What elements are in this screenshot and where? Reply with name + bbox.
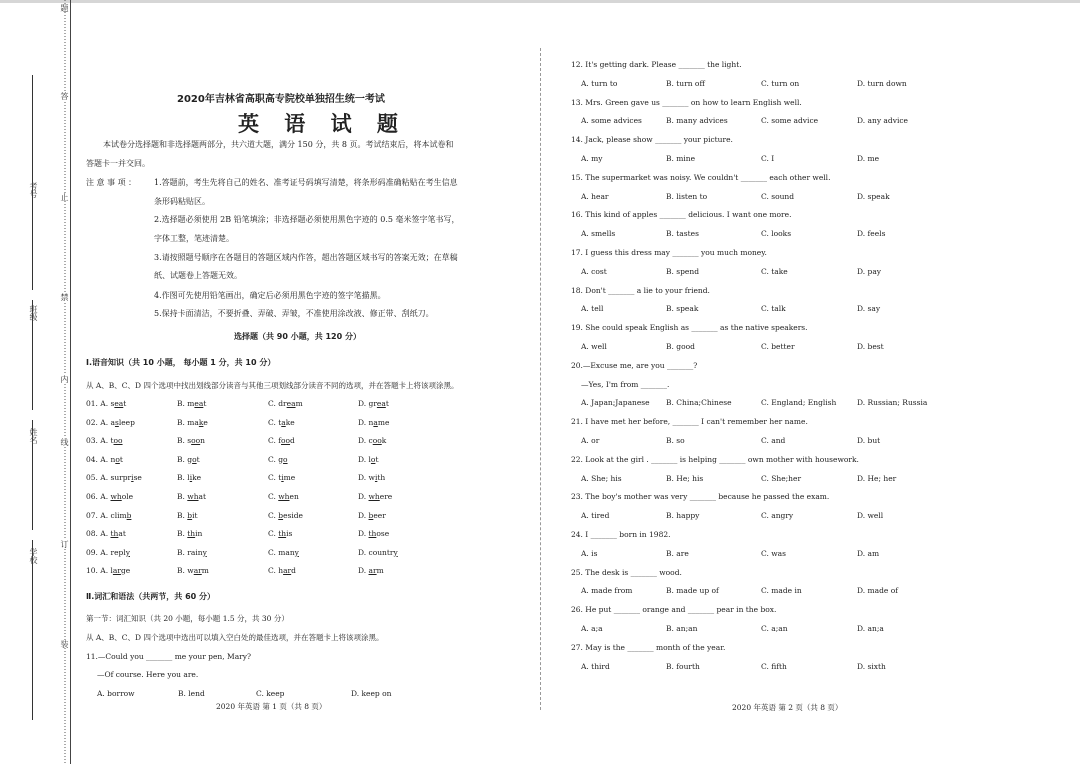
cut-char: 题 xyxy=(60,4,69,12)
intro-line: 答题卡一并交回。 xyxy=(86,159,150,168)
option-c: C. a;an xyxy=(761,624,788,633)
phonetic-option: 06. A. whole xyxy=(86,492,134,501)
question-27: 27. May is the _______ month of the year. xyxy=(571,642,726,652)
phonetic-option: C. beside xyxy=(268,510,303,520)
option-c: C. angry xyxy=(761,511,794,521)
option-b: B. happy xyxy=(666,511,700,521)
option-a: A. tired xyxy=(581,511,610,521)
phonetic-option: 01. A. seat xyxy=(86,399,127,408)
phonetic-option: 10. A. large xyxy=(86,566,131,576)
option-a: A. cost xyxy=(581,266,607,276)
option-b: B. spend xyxy=(666,266,699,276)
option-b: B. China;Chinese xyxy=(666,398,732,408)
option-d: D. He; her xyxy=(857,473,897,483)
option-c: C. She;her xyxy=(761,473,802,483)
part1-instruction: 从 A、B、C、D 四个选项中找出划线部分读音与其他三项划线部分读音不同的选项，并在答题卡上将该项涂黑。 xyxy=(86,381,459,390)
part2-instruction: 从 A、B、C、D 四个选项中选出可以填入空白处的最佳选项，并在答题卡上将该项涂黑。 xyxy=(86,633,384,642)
phonetic-option: 05. A. surprise xyxy=(86,473,142,483)
option-a: A. turn to xyxy=(581,78,618,88)
phonetic-option: C. many xyxy=(268,547,299,557)
question-12: 12. It's getting dark. Please _______ the light. xyxy=(571,60,742,69)
question-24: 24. I _______ born in 1982. xyxy=(571,530,671,539)
question-15: 15. The supermarket was noisy. We couldn't _______ each other well. xyxy=(571,172,831,182)
notice-line: 2.选择题必须使用 2B 铅笔填涂；非选择题必须使用黑色字迹的 0.5 毫米签字笔书写， xyxy=(154,215,460,224)
option-d: D. keep on xyxy=(351,689,392,698)
subject-title: 英 语 试 题 xyxy=(238,112,407,136)
phonetic-option: D. arm xyxy=(358,566,384,576)
cut-char: 止 xyxy=(60,193,69,201)
option-b: B. fourth xyxy=(666,661,700,671)
option-d: D. Russian; Russia xyxy=(857,398,928,408)
option-d: D. any advice xyxy=(857,116,908,126)
phonetic-option: B. make xyxy=(177,417,208,427)
phonetic-option: C. dream xyxy=(268,399,303,408)
option-b: B. He; his xyxy=(666,473,704,483)
option-a: A. my xyxy=(581,154,603,163)
option-a: A. made from xyxy=(581,586,633,596)
part2-title: Ⅱ.词汇和语法（共两节，共 60 分） xyxy=(86,592,216,601)
phonetic-option: B. like xyxy=(177,473,202,483)
option-d: D. well xyxy=(857,511,884,521)
option-c: C. talk xyxy=(761,304,786,314)
option-d: D. best xyxy=(857,342,884,351)
option-c: C. better xyxy=(761,342,795,351)
option-b: B. speak xyxy=(666,304,699,314)
phonetic-option: C. this xyxy=(268,529,293,539)
option-b: B. lend xyxy=(178,689,205,698)
option-d: D. say xyxy=(857,304,881,314)
cut-char: 装 xyxy=(60,640,69,648)
option-c: C. I xyxy=(761,154,775,163)
option-b: B. are xyxy=(666,548,689,558)
option-d: D. speak xyxy=(857,191,890,201)
option-a: A. She; his xyxy=(581,473,622,483)
page-footer: 2020 年英语 第 2 页（共 8 页） xyxy=(732,703,843,712)
page-footer: 2020 年英语 第 1 页（共 8 页） xyxy=(216,702,327,711)
phonetic-option: B. warm xyxy=(177,566,209,576)
phonetic-option: C. go xyxy=(268,454,288,464)
option-d: D. turn down xyxy=(857,78,907,88)
phonetic-option: B. bit xyxy=(177,510,198,520)
option-c: C. some advice xyxy=(761,116,819,126)
option-b: B. tastes xyxy=(666,229,699,239)
phonetic-option: D. cook xyxy=(358,436,387,446)
cut-char: 答 xyxy=(60,92,69,100)
question-18: 18. Don't _______ a lie to your friend. xyxy=(571,285,710,295)
option-a: A. or xyxy=(581,436,600,445)
phonetic-option: C. food xyxy=(268,436,295,446)
notice-line: 字体工整，笔迹清楚。 xyxy=(154,234,234,243)
phonetic-option: D. lot xyxy=(358,454,379,464)
option-d: D. pay xyxy=(857,266,882,276)
exam-number-label: 考号 xyxy=(29,182,38,198)
notice-line: 1.答题前，考生先将自己的姓名、准考证号码填写清楚，将条形码准确粘贴在考生信息 xyxy=(154,178,458,187)
phonetic-option: B. what xyxy=(177,492,207,501)
notice-line: 3.请按照题号顺序在各题目的答题区域内作答，超出答题区域书写的答案无效；在草稿 xyxy=(154,253,458,262)
phonetic-option: 04. A. not xyxy=(86,454,123,464)
section1-title: 第一节：词汇知识（共 20 小题，每小题 1.5 分，共 30 分） xyxy=(86,614,289,623)
option-a: A. is xyxy=(581,548,598,558)
option-b: B. many advices xyxy=(666,116,728,126)
top-border xyxy=(0,0,1080,3)
option-c: C. made in xyxy=(761,586,802,596)
option-b: B. made up of xyxy=(666,586,719,596)
phonetic-option: 03. A. too xyxy=(86,436,123,446)
option-d: D. me xyxy=(857,154,880,163)
option-a: A. tell xyxy=(581,304,604,314)
part1-title: Ⅰ.语音知识（共 10 小题， 每小题 1 分，共 10 分） xyxy=(86,358,276,367)
option-b: B. an;an xyxy=(666,624,698,633)
notice-line: 4.作图可先使用铅笔画出，确定后必须用黑色字迹的签字笔描黑。 xyxy=(154,291,386,300)
phonetic-option: D. with xyxy=(358,473,386,483)
option-c: C. and xyxy=(761,436,786,445)
option-d: D. but xyxy=(857,436,881,445)
question-11: 11.—Could you _______ me your pen, Mary? xyxy=(86,652,252,661)
phonetic-option: B. meat xyxy=(177,399,207,408)
phonetic-option: C. hard xyxy=(268,566,296,576)
phonetic-option: D. name xyxy=(358,417,390,427)
question-19: 19. She could speak English as _______ as the native speakers. xyxy=(571,323,808,333)
name-label: 姓名 xyxy=(29,428,38,444)
notice-line: 5.保持卡面清洁，不要折叠、弄破、弄皱，不准使用涂改液、修正带、刮纸刀。 xyxy=(154,309,434,318)
phonetic-option: B. rainy xyxy=(177,547,207,557)
class-label: 班级 xyxy=(29,305,38,321)
school-label: 学校 xyxy=(29,548,38,564)
phonetic-option: B. soon xyxy=(177,436,206,446)
option-b: B. good xyxy=(666,342,695,351)
intro-line: 本试卷分选择题和非选择题两部分，共六道大题，满分 150 分，共 8 页。考试结束后，将本试卷和 xyxy=(103,140,454,149)
option-a: A. third xyxy=(581,661,610,671)
cut-char: 线 xyxy=(60,438,69,446)
option-c: C. keep xyxy=(256,689,285,698)
question-16: 16. This kind of apples _______ delicious. I want one more. xyxy=(571,210,792,220)
option-d: D. made of xyxy=(857,586,899,596)
phonetic-option: D. beer xyxy=(358,510,386,520)
option-c: C. England; English xyxy=(761,398,837,408)
option-d: D. sixth xyxy=(857,661,886,671)
phonetic-option: D. country xyxy=(358,547,398,557)
option-b: B. so xyxy=(666,436,685,445)
option-d: D. am xyxy=(857,548,880,558)
phonetic-option: 09. A. reply xyxy=(86,547,130,557)
phonetic-option: D. great xyxy=(358,399,389,408)
choice-section-header: 选择题（共 90 小题，共 120 分） xyxy=(234,332,361,341)
option-c: C. fifth xyxy=(761,661,787,671)
cut-char: 内 xyxy=(60,375,69,383)
page-divider xyxy=(540,48,541,710)
question-25: 25. The desk is _______ wood. xyxy=(571,567,682,577)
notice-label: 注 意 事 项 ： xyxy=(86,178,137,187)
option-a: A. borrow xyxy=(97,689,135,698)
school-line xyxy=(32,540,33,720)
option-b: B. listen to xyxy=(666,191,708,201)
question-13: 13. Mrs. Green gave us _______ on how to learn English well. xyxy=(571,97,802,107)
phonetic-option: 07. A. climb xyxy=(86,510,132,520)
question-14: 14. Jack, please show _______ your picture. xyxy=(571,135,733,145)
option-a: A. well xyxy=(581,342,607,351)
option-c: C. was xyxy=(761,548,786,558)
option-c: C. sound xyxy=(761,191,795,201)
phonetic-option: C. take xyxy=(268,417,295,427)
notice-line: 条形码粘贴区。 xyxy=(154,197,210,206)
question-20: 20.—Excuse me, are you _______? xyxy=(571,360,698,370)
option-a: A. Japan;Japanese xyxy=(581,398,650,408)
option-c: C. take xyxy=(761,266,788,276)
question-26: 26. He put _______ orange and _______ pear in the box. xyxy=(571,605,777,615)
option-d: D. feels xyxy=(857,229,886,239)
phonetic-option: B. got xyxy=(177,454,200,464)
notice-line: 纸、试题卷上答题无效。 xyxy=(154,271,242,280)
question-21: 21. I have met her before, _______ I can't remember her name. xyxy=(571,417,808,427)
option-a: A. hear xyxy=(581,191,609,201)
option-b: B. turn off xyxy=(666,78,705,88)
option-a: A. a;a xyxy=(581,624,603,633)
phonetic-option: C. when xyxy=(268,492,299,501)
binding-margin xyxy=(0,0,78,764)
cut-char: 订 xyxy=(60,540,69,548)
option-b: B. mine xyxy=(666,154,696,163)
question-20-reply: —Yes, I'm from _______. xyxy=(581,379,670,389)
phonetic-option: 08. A. that xyxy=(86,529,126,539)
exam-title: 2020年吉林省高职高专院校单独招生统一考试 xyxy=(177,94,385,105)
question-11-reply: —Of course. Here you are. xyxy=(97,670,199,679)
option-c: C. looks xyxy=(761,229,792,239)
phonetic-option: D. those xyxy=(358,529,390,539)
option-d: D. an;a xyxy=(857,624,884,633)
option-c: C. turn on xyxy=(761,78,800,88)
cut-char: 禁 xyxy=(60,293,69,301)
option-a: A. smells xyxy=(581,229,616,239)
phonetic-option: B. thin xyxy=(177,529,203,539)
phonetic-option: C. time xyxy=(268,473,296,483)
phonetic-option: D. where xyxy=(358,492,393,501)
question-23: 23. The boy's mother was very _______ because he passed the exam. xyxy=(571,492,830,502)
phonetic-option: 02. A. asleep xyxy=(86,417,135,427)
question-22: 22. Look at the girl . _______ is helping _______ own mother with housework. xyxy=(571,454,859,464)
option-a: A. some advices xyxy=(581,116,642,126)
question-17: 17. I guess this dress may _______ you much money. xyxy=(571,248,767,257)
